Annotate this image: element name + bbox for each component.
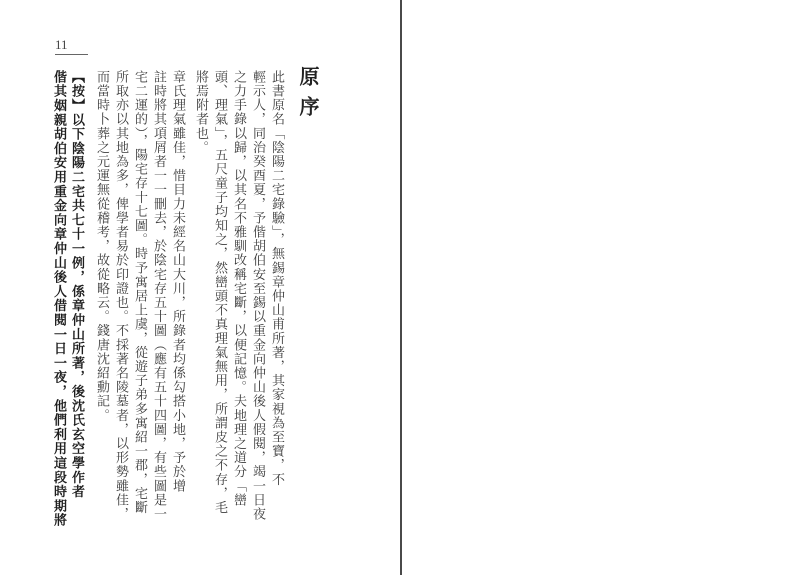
preface-line-4: 頭、理氣」，五尺童子均知之，然巒頭不真理氣無用，所謂皮之不存，毛	[212, 70, 227, 515]
preface-line-6: 章氏理氣雖佳，惜目力未經名山大川，所錄者均係勾搭小地，予於增	[170, 70, 185, 493]
preface-line-2: 輕示人，同治癸酉夏，予偕胡伯安至錫以重金向仲山後人假閱，竭一日夜	[250, 70, 265, 522]
preface-line-10: 而當時卜葬之元運無從稽考，故從略云。錢唐沈紹勳記。	[94, 70, 109, 423]
note-line-2: 偕其姻親胡伯安用重金向章仲山後人借閱一日一夜，他們利用這段時期將	[51, 70, 66, 528]
preface-line-7: 註時將其項屑者一一刪去，於陰宅存五十圖（應有五十四圖，有些圖是一	[151, 70, 166, 522]
page-number-rule	[55, 54, 88, 55]
page-number: 11	[55, 37, 68, 52]
preface-line-1: 此書原名「陰陽二宅錄驗」，無錫章仲山甫所著，其家視為至寶，不	[269, 70, 284, 487]
right-page-blank	[402, 0, 800, 575]
note-line-1: 【按】以下陰陽二宅共七十一例，係章仲山所著，後沈氏玄空學作者	[69, 70, 84, 499]
preface-line-3: 之力手錄以歸，以其名不雅馴改稱宅斷，以便記憶。夫地理之道分「巒	[231, 70, 246, 508]
page-title: 原序	[296, 66, 320, 126]
preface-line-8: 宅二運的），陽宅存十七圖。時予寓居上虞，從遊子弟多寓紹一郡，宅斷	[132, 70, 147, 515]
preface-line-9: 所取亦以其地為多，俾學者易於印證也。不採著名陵墓者，以形勢雖佳，	[113, 70, 128, 522]
preface-line-5: 將焉附者也。	[193, 70, 208, 155]
